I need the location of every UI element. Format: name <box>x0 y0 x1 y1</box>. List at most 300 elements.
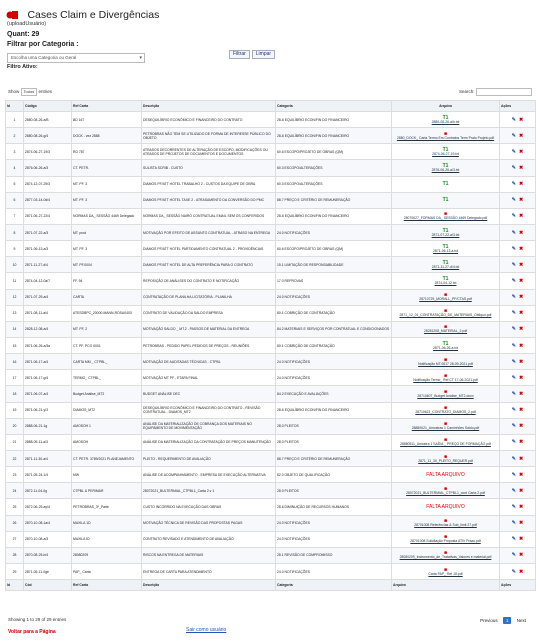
row-ref: MAXILA 1D <box>72 515 142 531</box>
subtitle: (uploadUsuário) <box>7 21 47 27</box>
file-link[interactable]: 2871-06-26-a.txt <box>433 345 458 350</box>
row-description: MOTIVAÇÃO TÉCNICA DE REVISÃO DAS PROPOSTAS PAGAS <box>142 515 276 531</box>
row-id: 10 <box>6 257 24 273</box>
row-file <box>392 515 500 531</box>
delete-icon[interactable]: ✖ <box>519 116 524 123</box>
row-id: 25 <box>6 499 24 515</box>
row-description: ENTREGA DE CARTA PARA ATENDIMENTO <box>142 563 276 579</box>
row-description: ATRASOS DECORRENTES DE ALTERAÇÃO DE ESCOPO, MODIFICAÇÕES OU ATRASOS DE PROJETOS DE DOCUMENTOS E DOCUMENTOS <box>142 144 276 160</box>
table-header <box>6 101 536 112</box>
row-actions <box>500 483 536 499</box>
row-ref: DIAMOS_MT2 <box>72 402 142 418</box>
file-link[interactable]: 28072021_BULTERMIAL_CTPBL1_cont Carta 2.pdf <box>406 490 485 495</box>
row-id: 13 <box>6 305 24 321</box>
page-title: Cases Claim e Divergências <box>27 8 160 21</box>
edit-icon[interactable]: ✎ <box>511 487 516 494</box>
category-select[interactable] <box>7 53 145 63</box>
delete-icon[interactable]: ✖ <box>519 310 524 317</box>
row-ref: TERMO_ CTPBL_ <box>72 370 142 386</box>
page-1-button[interactable]: 1 <box>503 617 512 624</box>
file-link[interactable]: 2871_12_01_CONTRATAÇÃO_DE_MATERIAIS_Obliquo.pdf <box>399 313 492 318</box>
file-badge: T1 <box>442 340 449 347</box>
row-ref: CT. PF. PCO 0001 <box>72 337 142 353</box>
file-icon: ■ <box>443 211 448 218</box>
missing-file-label: FALTA ARQUIVO <box>426 503 465 510</box>
row-code: 2871-06-07-a/4 <box>24 386 72 402</box>
file-icon: ■ <box>443 405 448 412</box>
row-code: 2874-06-27-19/3 <box>24 144 72 160</box>
row-description: PETROBRAS - PEDIDO PAPEL PEDIDOS DE PREÇOS - REUNIÕES <box>142 337 276 353</box>
edit-icon[interactable]: ✎ <box>511 455 516 462</box>
edit-icon[interactable]: ✎ <box>511 181 516 188</box>
delete-icon[interactable]: ✖ <box>519 568 524 575</box>
row-description: 28072021_BULTERMIAL_CTPBL1_Carta 2.v 1 <box>142 483 276 499</box>
row-file <box>392 257 500 273</box>
row-file <box>392 418 500 434</box>
column-footer: Descrição <box>142 580 276 591</box>
row-code: 2871-07-29-a/4 <box>24 289 72 305</box>
filter-button[interactable]: Filtrar <box>229 50 250 59</box>
file-link[interactable]: 2874-04-12.txt <box>434 280 457 285</box>
row-id: 29 <box>6 563 24 579</box>
file-link[interactable]: 2880-08-26-a/b.txt <box>431 119 460 124</box>
file-link[interactable]: 28710729_MORALL_PF/CTAS.pdf <box>419 297 472 302</box>
row-code: 2874-04-12-0a/7 <box>24 273 72 289</box>
clear-button[interactable]: Limpar <box>252 50 275 59</box>
row-ref: ATESDBPC_20000-MANN-ROSA0403 <box>72 305 142 321</box>
file-icon: ■ <box>443 485 448 492</box>
row-category: 28.6 DIMINUIÇÃO DE RECURSOS HUMANOS <box>276 499 392 515</box>
file-badge: T1 <box>442 227 449 234</box>
row-category: 24.0 NOTIFICAÇÕES <box>276 531 392 547</box>
delete-icon[interactable]: ✖ <box>519 423 524 430</box>
row-ref: Budget Análise_MT2 <box>72 386 142 402</box>
row-ref: PETROBRAS_3ª_Parte <box>72 499 142 515</box>
back-link[interactable]: Voltar para a Página <box>8 629 56 635</box>
delete-icon[interactable]: ✖ <box>519 326 524 333</box>
file-link[interactable]: 28710607_Budget Análise_MT2.docx <box>417 393 474 398</box>
row-id: 28 <box>6 547 24 563</box>
row-code: 2888-06-21-1g <box>24 418 72 434</box>
row-code: 2870-10-08-1a/4 <box>24 515 72 531</box>
row-id: 9 <box>6 241 24 257</box>
row-file <box>392 160 500 176</box>
row-description: RISCOS NA ENTREGA DE MATERIAIS <box>142 547 276 563</box>
row-description: DIAMOS PF/ATT HOTEL DE ALTA PREFERÊNCIA PARA O CONTRATO <box>142 257 276 273</box>
table-row <box>6 434 536 450</box>
edit-icon[interactable]: ✎ <box>511 326 516 333</box>
delete-icon[interactable]: ✖ <box>519 503 524 510</box>
table-row <box>6 176 536 192</box>
column-footer: Id <box>6 580 24 591</box>
edit-icon[interactable]: ✎ <box>511 536 516 543</box>
row-code: 2870-10-08-a/3 <box>24 531 72 547</box>
row-category: 28.0 PLEITOS <box>276 434 392 450</box>
column-header[interactable]: Categoria <box>276 101 392 112</box>
row-category: 84.2 MATERIAIS E SERVIÇOS POR CONTRATUAL E CONDICIONADOS <box>276 321 392 337</box>
row-file <box>392 128 500 144</box>
file-link[interactable]: Notificação MT.0617 28-09-2021.pdf <box>418 361 473 366</box>
row-actions <box>500 467 536 483</box>
file-icon: ■ <box>443 534 448 541</box>
file-badge: T1 <box>442 181 449 188</box>
edit-icon[interactable]: ✎ <box>511 471 516 478</box>
edit-icon[interactable]: ✎ <box>511 390 516 397</box>
edit-icon[interactable]: ✎ <box>511 261 516 268</box>
row-code: 2880-08-26-a/B <box>24 112 72 128</box>
row-description: MOTIVAÇÃO DE AUDITADAS TÉCNICAS - CTPBL <box>142 354 276 370</box>
edit-icon[interactable]: ✎ <box>511 164 516 171</box>
row-actions <box>500 305 536 321</box>
file-link[interactable]: 28281208_MATERIAL_2.pdf <box>423 329 468 334</box>
row-file <box>392 241 500 257</box>
delete-icon[interactable]: ✖ <box>519 213 524 220</box>
edit-icon[interactable]: ✎ <box>511 294 516 301</box>
row-category: 80.1 COBRIÇÃO DE CONTRATAÇÃO <box>276 337 392 353</box>
file-link[interactable]: Notificação Termo_ Ref CT 17-06-2021.pdf <box>413 377 478 382</box>
row-id: 16 <box>6 354 24 370</box>
edit-icon[interactable]: ✎ <box>511 423 516 430</box>
table-row <box>6 273 536 289</box>
row-ref: CARTA MM _ CTPBL_ <box>72 354 142 370</box>
delete-icon[interactable]: ✖ <box>519 536 524 543</box>
edit-icon[interactable]: ✎ <box>511 439 516 446</box>
row-actions <box>500 224 536 240</box>
row-id: 17 <box>6 370 24 386</box>
delete-icon[interactable]: ✖ <box>519 245 524 252</box>
edit-icon[interactable]: ✎ <box>511 552 516 559</box>
file-badge: T1 <box>442 162 449 169</box>
row-actions <box>500 337 536 353</box>
column-footer: Ref Carta <box>72 580 142 591</box>
delete-icon[interactable]: ✖ <box>519 552 524 559</box>
delete-icon[interactable]: ✖ <box>519 148 524 155</box>
row-category: 28-6 EQUILÍBRIO ECON/FIN DO FINANCEIRO <box>276 112 392 128</box>
table-row <box>6 305 536 321</box>
delete-icon[interactable]: ✖ <box>519 261 524 268</box>
file-link[interactable]: 28880621_Amostras 1 Caminhões Saldo.pdf <box>411 426 480 431</box>
row-id: 6 <box>6 192 24 208</box>
edit-icon[interactable]: ✎ <box>511 358 516 365</box>
row-description: PLEITO - REQUERIMENTO DE AVALIAÇÃO <box>142 450 276 466</box>
edit-icon[interactable]: ✎ <box>511 132 516 139</box>
row-description: MOTIVAÇÃO MT PF - ETAPA FINAL <box>142 370 276 386</box>
edit-icon[interactable]: ✎ <box>511 568 516 575</box>
row-file <box>392 354 500 370</box>
edit-icon[interactable]: ✎ <box>511 116 516 123</box>
row-file <box>392 434 500 450</box>
row-code: 2871-06-13-a/3 <box>24 241 72 257</box>
file-icon: ■ <box>443 388 448 395</box>
show-label: Show <box>8 89 20 95</box>
row-category: 28-6 EQUILÍBRIO ECON/FIN DO FINANCEIRO <box>276 402 392 418</box>
delete-icon[interactable]: ✖ <box>519 277 524 284</box>
row-actions <box>500 450 536 466</box>
row-ref: MT. PF. 3 <box>72 241 142 257</box>
row-description: DIAMOS PF/ATT HOTEL PARTIDAMENTO CONTRATUAL 2 - PROVIDÊNCIAS <box>142 241 276 257</box>
row-description: BUDGET ANÁLISE DEC <box>142 386 276 402</box>
show-entries <box>8 88 52 96</box>
table-row <box>6 467 536 483</box>
row-description: ANÁLISE DA MATERIALIZAÇÃO DE COBRANÇA DOS MATERIAIS NO EQUIPAMENTO DE MOVIMENTAÇÃO <box>142 418 276 434</box>
delete-icon[interactable]: ✖ <box>519 132 524 139</box>
edit-icon[interactable]: ✎ <box>511 197 516 204</box>
edit-icon[interactable]: ✎ <box>511 310 516 317</box>
row-id: 26 <box>6 515 24 531</box>
row-actions <box>500 370 536 386</box>
table-row <box>6 337 536 353</box>
row-id: 18 <box>6 386 24 402</box>
table-row <box>6 208 536 224</box>
row-id: 4 <box>6 160 24 176</box>
row-file <box>392 370 500 386</box>
file-icon: ■ <box>443 292 448 299</box>
file-link[interactable]: 28070627_FORMAS DA_ SESSÃO 4469 Delegado.pdf <box>403 216 488 221</box>
row-file <box>392 531 500 547</box>
file-link[interactable]: Carta PAP_ Ref 18.pdf <box>428 571 463 576</box>
row-id: 8 <box>6 224 24 240</box>
logout-link[interactable]: Sair como usuário <box>186 627 227 633</box>
column-header[interactable]: Código <box>24 101 72 112</box>
row-code: 2880-08-26-g/4 <box>24 128 72 144</box>
table-row <box>6 531 536 547</box>
row-category: 24.0 NOTIFICAÇÕES <box>276 563 392 579</box>
edit-icon[interactable]: ✎ <box>511 520 516 527</box>
table-row <box>6 289 536 305</box>
row-actions <box>500 112 536 128</box>
file-link[interactable]: 2880_DOCK_ Carta Termo Em Contratos Term Prato Projeto.pdf <box>396 135 495 140</box>
row-actions <box>500 257 536 273</box>
row-id: 1 <box>6 112 24 128</box>
row-code: 2872-11-04-0g <box>24 483 72 499</box>
column-header[interactable]: Ref Carta <box>72 101 142 112</box>
row-id: 5 <box>6 176 24 192</box>
delete-icon[interactable]: ✖ <box>519 181 524 188</box>
column-footer: Ações <box>500 580 536 591</box>
row-ref: AMOSOH <box>72 434 142 450</box>
row-file <box>392 467 500 483</box>
file-icon: ■ <box>443 421 448 428</box>
edit-icon[interactable]: ✎ <box>511 148 516 155</box>
table-row <box>6 370 536 386</box>
row-id: 7 <box>6 208 24 224</box>
row-id: 3 <box>6 144 24 160</box>
row-description: DIAMOS PF/ATT HOTEL TAXE 2 - ATRASAMENTO DA CONVERSÃO DO PMC <box>142 192 276 208</box>
table-row <box>6 386 536 402</box>
file-link[interactable]: 28710621_CONTRATO_DIAMOS_2.pdf <box>415 410 476 415</box>
row-code: 2871-06-17-g/4 <box>24 370 72 386</box>
row-id: 14 <box>6 321 24 337</box>
row-actions <box>500 289 536 305</box>
file-link[interactable]: 28080209_Instrumento_de_Tratativas_Valores e material.pdf <box>399 555 492 560</box>
edit-icon[interactable]: ✎ <box>511 407 516 414</box>
row-code: 2870-08-25-b/4 <box>24 547 72 563</box>
missing-file-label: FALTA ARQUIVO <box>426 471 465 478</box>
row-category: 60.3 ESCOPO/ALTERAÇÕES <box>276 160 392 176</box>
active-filter-label: Filtro Ativo: <box>7 64 38 70</box>
row-category: 84.2 EXECUÇÃO E AVALIAÇÕES <box>276 386 392 402</box>
file-link[interactable]: 2871-06-13-a.txt <box>433 248 458 253</box>
file-icon: ■ <box>443 372 448 379</box>
file-link[interactable]: 2874-06-27-19.txt <box>432 151 459 156</box>
row-category: 17.0 REPROVAS <box>276 273 392 289</box>
edit-icon[interactable]: ✎ <box>511 374 516 381</box>
row-ref: PAP_ Carta <box>72 563 142 579</box>
row-category: 28.1 REVISÃO DE COMPROMISSO <box>276 547 392 563</box>
row-category: 15.1 LIMITAÇÃO DE RESPONSABILIDADE <box>276 257 392 273</box>
delete-icon[interactable]: ✖ <box>519 374 524 381</box>
row-actions <box>500 515 536 531</box>
row-description: CUSTO INCORRIDO NA EXECUÇÃO DAS OBRAS <box>142 499 276 515</box>
table-row <box>6 354 536 370</box>
delete-icon[interactable]: ✖ <box>519 439 524 446</box>
column-header[interactable]: Ações <box>500 101 536 112</box>
row-file <box>392 547 500 563</box>
edit-icon[interactable]: ✎ <box>511 503 516 510</box>
row-file <box>392 483 500 499</box>
file-link[interactable]: 2871_11_30_PLEITO_REQUER.pdf <box>418 458 473 463</box>
column-footer: Cód <box>24 580 72 591</box>
edit-icon[interactable]: ✎ <box>511 213 516 220</box>
row-id: 2 <box>6 128 24 144</box>
row-ref: NORMAS DA_ SESSÃO 4469 Delegado <box>72 208 142 224</box>
file-link[interactable]: 28701008 Referências & Sub_limit 27.pdf <box>414 523 477 528</box>
row-file <box>392 208 500 224</box>
delete-icon[interactable]: ✖ <box>519 390 524 397</box>
table-row <box>6 144 536 160</box>
row-ref: MAXILA ID <box>72 531 142 547</box>
file-icon: ■ <box>443 453 448 460</box>
pagination <box>476 617 529 624</box>
row-file <box>392 112 500 128</box>
row-ref: MW <box>72 467 142 483</box>
previous-button[interactable]: Previous <box>480 618 498 623</box>
table-row <box>6 241 536 257</box>
row-ref: MT. PF. 3 <box>72 176 142 192</box>
search-label: Search: <box>459 89 475 95</box>
row-id: 20 <box>6 418 24 434</box>
file-link[interactable]: 2871-07-22-a/3.txt <box>431 232 460 237</box>
delete-icon[interactable]: ✖ <box>519 358 524 365</box>
row-file <box>392 563 500 579</box>
delete-icon[interactable]: ✖ <box>519 164 524 171</box>
row-ref: MT. PF. 2 <box>72 321 142 337</box>
row-file <box>392 450 500 466</box>
row-description: DESEQUILÍBRIO ECONÔMICO E FINANCEIRO DO CONTRATO <box>142 112 276 128</box>
row-actions <box>500 241 536 257</box>
row-code: 2871-06-21-y/3 <box>24 402 72 418</box>
search-area <box>459 88 532 96</box>
row-code: 2871-06-27-22/4 <box>24 208 72 224</box>
row-description: CONTRATO DE VALIDAÇÃO DA SALDO EMPRESA <box>142 305 276 321</box>
edit-icon[interactable]: ✎ <box>511 229 516 236</box>
row-code: 2871-05-11-0ge <box>24 563 72 579</box>
row-description: SULISTA SCRIB - CUSTO <box>142 160 276 176</box>
file-link[interactable]: 28880511_Amostra 1 SAÍDA _ PREÇO DE FORMAÇÃO.pdf <box>400 442 491 447</box>
row-code: 2888-05-11-a/3 <box>24 434 72 450</box>
row-category: 24.0 NOTIFICAÇÕES <box>276 515 392 531</box>
row-category: 88.7 PREÇO E CRITÉRIO DE REMUNERAÇÃO <box>276 192 392 208</box>
table-row <box>6 450 536 466</box>
column-header[interactable]: Descrição <box>142 101 276 112</box>
edit-icon[interactable]: ✎ <box>511 342 516 349</box>
file-link[interactable]: 2871-11-27-d/4.txt <box>431 264 460 269</box>
delete-icon[interactable]: ✖ <box>519 294 524 301</box>
file-badge: T1 <box>442 259 449 266</box>
table-footer <box>6 580 536 591</box>
delete-icon[interactable]: ✖ <box>519 407 524 414</box>
delete-icon[interactable]: ✖ <box>519 520 524 527</box>
category-select-value: Escolha uma Categoria ou Geral <box>11 55 77 60</box>
delete-icon[interactable]: ✖ <box>519 229 524 236</box>
file-link[interactable]: 2876-06-26-a/3.txt <box>431 167 460 172</box>
table-row <box>6 128 536 144</box>
row-code: 2871-05-24-1/4 <box>24 467 72 483</box>
table-row <box>6 112 536 128</box>
file-icon: ■ <box>443 550 448 557</box>
column-footer: Categoria <box>276 580 392 591</box>
table-row <box>6 515 536 531</box>
row-description: CONTRATAÇÃO DE PLANILHA LICITATÓRIA - PLANILHA <box>142 289 276 305</box>
next-button[interactable]: Next <box>516 618 526 623</box>
delete-icon[interactable]: ✖ <box>519 487 524 494</box>
file-badge: T1 <box>442 197 449 204</box>
file-icon: ■ <box>443 437 448 444</box>
row-code: 2871-06-17-a/4 <box>24 354 72 370</box>
delete-icon[interactable]: ✖ <box>519 455 524 462</box>
row-actions <box>500 144 536 160</box>
show-entries-select[interactable]: Todos <box>21 88 38 96</box>
row-code: 2877-03-14-0d/4 <box>24 192 72 208</box>
row-description: PETROBRAS NÃO TEM SE UTILIZADO DE FORMA DE INTERESSE PÚBLICO DO OBJETO <box>142 128 276 144</box>
column-header[interactable]: Id <box>6 101 24 112</box>
row-category: 88.7 PREÇO E CRITÉRIO DE REMUNERAÇÃO <box>276 450 392 466</box>
row-id: 23 <box>6 467 24 483</box>
delete-icon[interactable]: ✖ <box>519 342 524 349</box>
row-description: ANÁLISE DE ACOMPANHAMENTO - EMPRESA DE EXECUÇÃO ALTERNATIVA <box>142 467 276 483</box>
row-category: 24.0 NOTIFICAÇÕES <box>276 370 392 386</box>
search-input[interactable] <box>476 88 532 96</box>
row-actions <box>500 160 536 176</box>
row-ref: MT. PF.0004 <box>72 257 142 273</box>
row-description: MOTIVAÇÃO SALDO _ MT.2 - PASSOS DE MATERIAL DA ENTREGA <box>142 321 276 337</box>
row-category: 24.0 NOTIFICAÇÕES <box>276 224 392 240</box>
table-row <box>6 547 536 563</box>
row-ref: AMOSOH 1 <box>72 418 142 434</box>
table-row <box>6 192 536 208</box>
file-link[interactable]: 28701008 Solicitação Proposta ATIV Prazo.pdf <box>410 539 481 544</box>
edit-icon[interactable]: ✎ <box>511 245 516 252</box>
row-code: 2871-06-26-a/3a <box>24 337 72 353</box>
quantity-label: Quant: 29 <box>7 31 40 38</box>
file-icon: ■ <box>443 356 448 363</box>
row-file <box>392 321 500 337</box>
row-id: 27 <box>6 531 24 547</box>
row-category: 82.0 OBJETO DE QUALIFICAÇÃO <box>276 467 392 483</box>
file-badge: T1 <box>442 114 449 121</box>
row-id: 11 <box>6 273 24 289</box>
column-header[interactable]: Arquivo <box>392 101 500 112</box>
edit-icon[interactable]: ✎ <box>511 277 516 284</box>
row-code: 2876-06-26-a/3 <box>24 160 72 176</box>
row-file <box>392 402 500 418</box>
delete-icon[interactable]: ✖ <box>519 471 524 478</box>
row-category: 28-6 EQUILÍBRIO ECON/FIN DO FINANCEIRO <box>276 128 392 144</box>
table-row <box>6 224 536 240</box>
row-code: 2871-08-11-a/4 <box>24 305 72 321</box>
row-category: 28.0 PLEITOS <box>276 483 392 499</box>
delete-icon[interactable]: ✖ <box>519 197 524 204</box>
